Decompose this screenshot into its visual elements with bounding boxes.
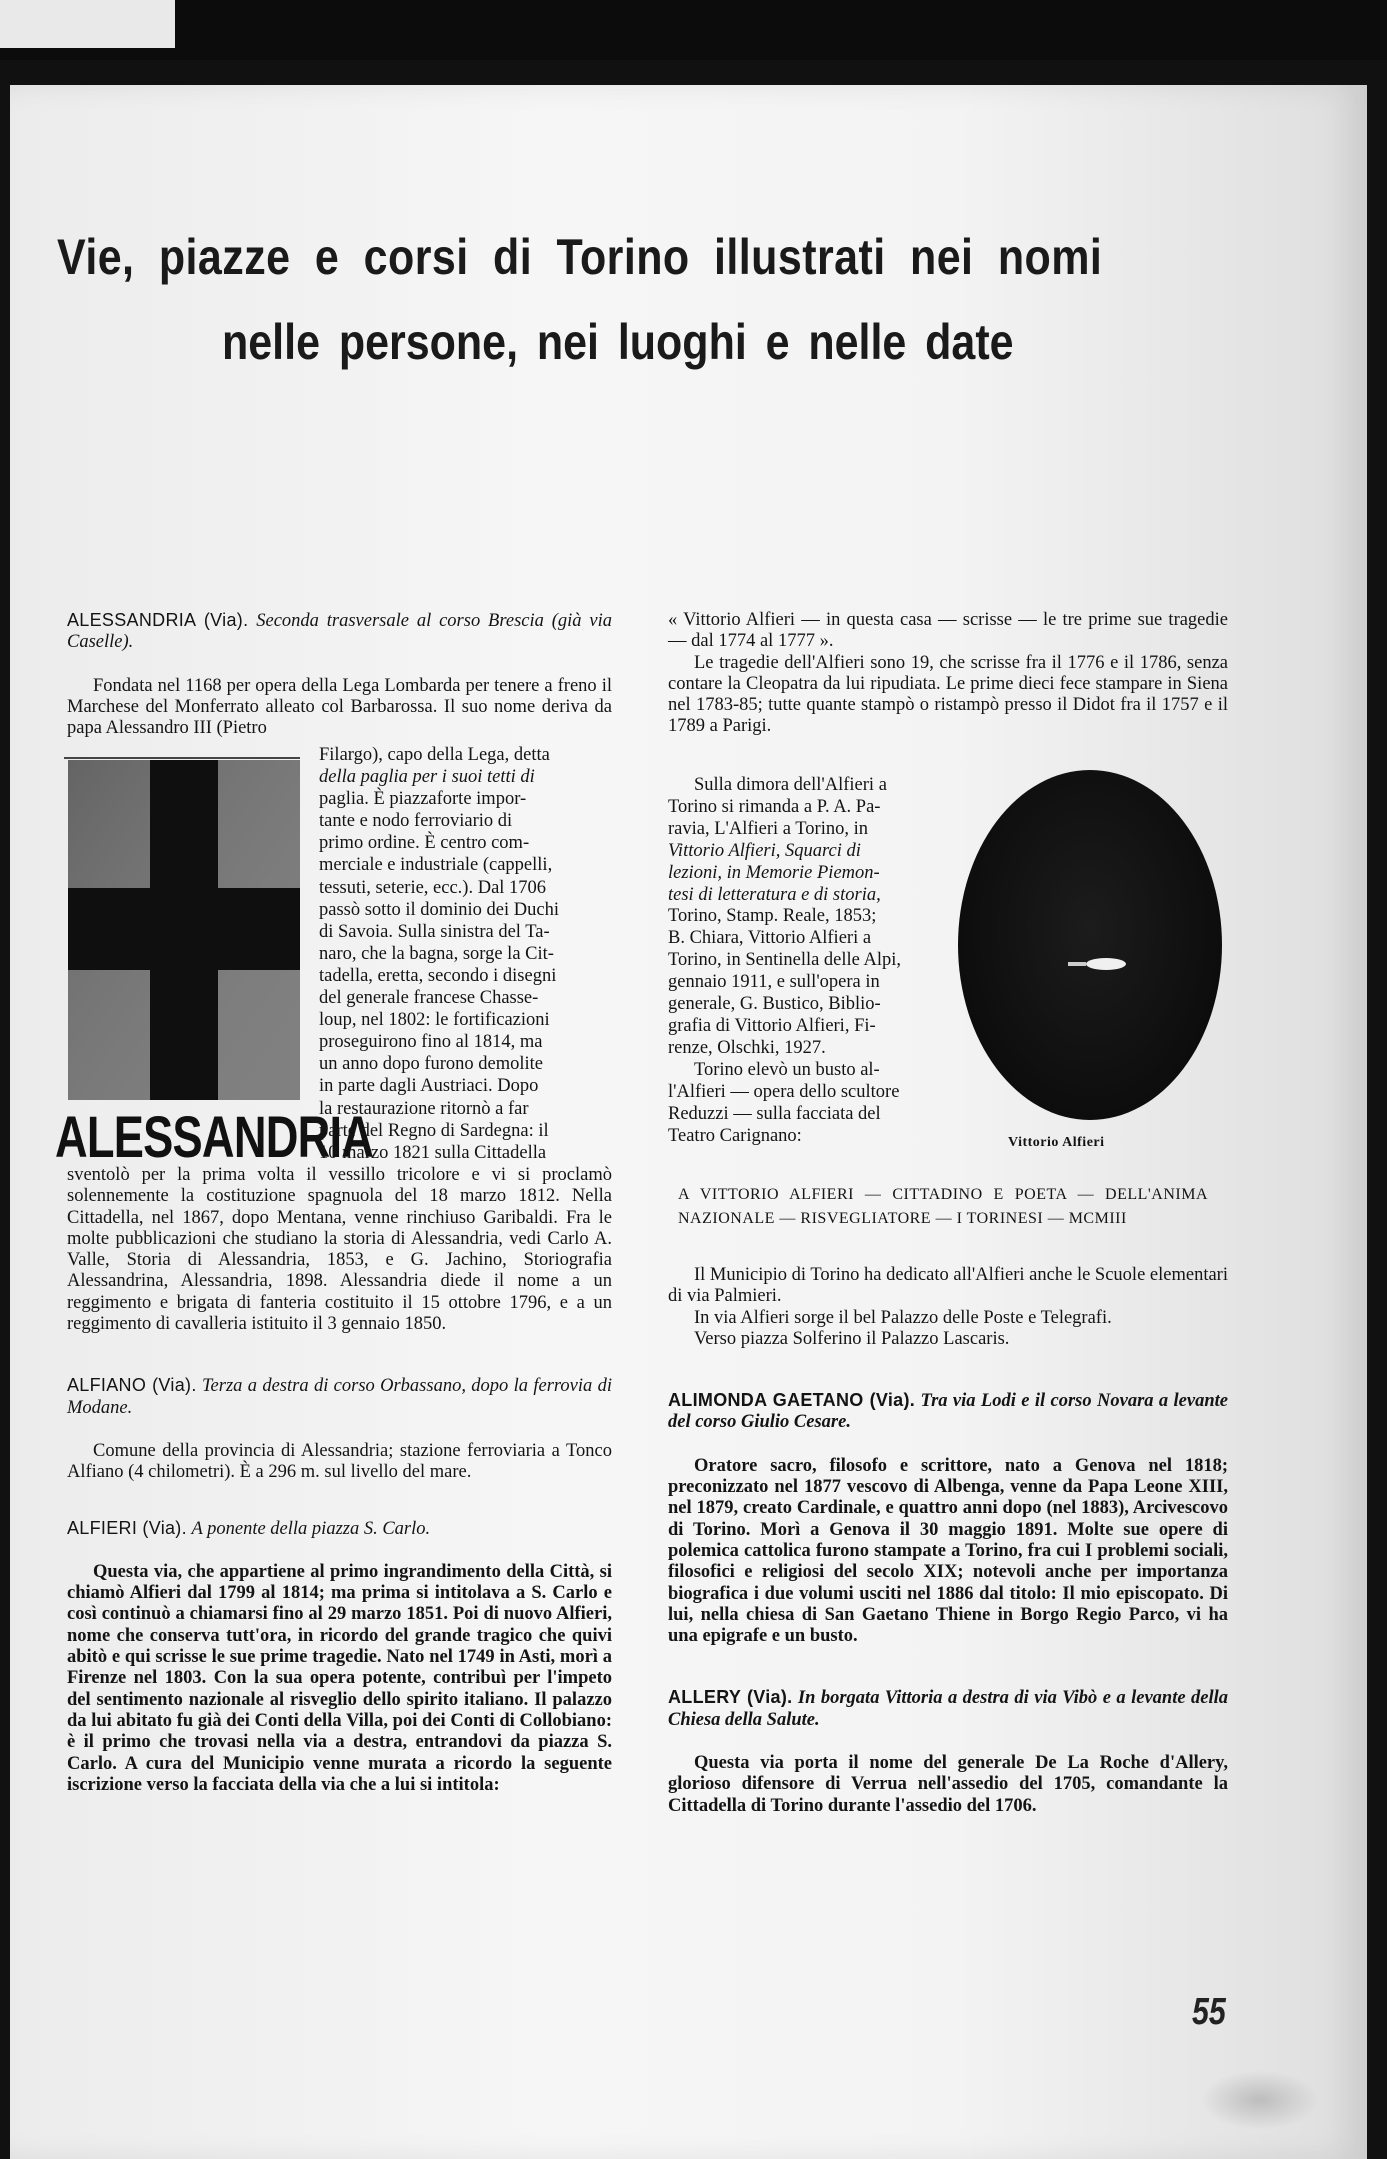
alfieri-solferino: Verso piazza Solferino il Palazzo Lascaris.	[694, 1328, 1010, 1349]
wrap-line: B. Chiara, Vittorio Alfieri a	[668, 928, 872, 949]
scan-edge	[0, 0, 175, 48]
entry-alimonda-location: Tra via Lodi e il corso Novara a levante del corso Giulio Cesare.	[668, 1391, 1228, 1433]
wrap-line: 10 marzo 1821 sulla Cittadella	[319, 1142, 547, 1163]
entry-allery-name: ALLERY (Via).	[668, 1687, 793, 1708]
wrap-line: la restaurazione ritornò a far	[319, 1098, 529, 1119]
page-title-line-2: nelle persone, nei luoghi e nelle date	[222, 314, 1014, 370]
scan-dark-border	[0, 0, 1387, 60]
wrap-line: Torino, Stamp. Reale, 1853;	[668, 906, 877, 927]
portrait-glint	[1068, 962, 1086, 966]
entry-alfieri-body: Questa via, che appartiene al primo ingrandimento della Città, si chiamò Alfieri dal 1799 al 1814; ma prima si intitolava a S. Carlo e così continuò a chiamarsi fino al 29 marzo 1851. Poi di nuovo Alfieri, nome che conserva tutt'ora, in ricordo del grande tragico che quivi abitò e qui scrisse le sue prime tragedie. Nato nel 1749 in Asti, morì a Firenze nel 1803. Con la sua opera potente, contribuì per l'impeto del sentimento nazionale al risveglio dello spirito italiano. Il palazzo da lui abitato fu già dei Conti della Villa, poi dei Conti di Collobiano: è il primo che trovasi nella via a destra, entrandovi da piazza S. Carlo. A cura del Municipio venne murata a ricordo la seguente iscrizione verso la facciata della via che a lui si intitola:	[67, 1561, 612, 1795]
entry-alessandria-body-2: sventolò per la prima volta il vessillo tricolore e vi si proclamò solennemente la costituzione spagnuola del 18 marzo 1812. Nella Cittadella, nel 1867, dopo Mentana, venne rinchiuso Garibaldi. Fra le molte pubblicazioni che studiano la storia di Alessandria, vedi Carlo A. Valle, Storia di Alessandria, 1853, e G. Jachino, Storiografia Alessandrina, Alessandria, 1898. Alessandria diede il nome a un reggimento e brigata di fanteria costituito il 15 ottobre 1796, e a un reggimento di cavalleria istituito il 3 gennaio 1850.	[67, 1165, 612, 1335]
left-column-bottom	[67, 1165, 612, 1796]
entry-alimonda-body: Oratore sacro, filosofo e scrittore, nato a Genova nel 1818; preconizzato nel 1877 vescovo di Albenga, venne da Papa Leone XIII, nel 1879, creato Cardinale, e quattro anni dopo (nel 1883), Arcivescovo di Torino. Morì a Genova il 30 maggio 1891. Molte sue opere di polemica cattolica furono stampate a Torino, fra cui I problemi sociali, filosofici e religiosi del secolo XIX; notevoli anche per importanza biografica i due volumi usciti nel 1886 dal titolo: Il mio episcopato. Di lui, nella chiesa di San Gaetano Thiene in Borgo Regio Parco, vi ha una epigrafe e un busto.	[668, 1455, 1228, 1647]
entry-allery-heading	[668, 1687, 1228, 1731]
wrap-line: generale, G. Bustico, Biblio-	[668, 994, 881, 1015]
wrap-line: Torino elevò un busto al-	[694, 1059, 880, 1080]
right-column-bottom	[668, 1183, 1228, 1817]
wrap-line: loup, nel 1802: le fortificazioni	[319, 1010, 550, 1031]
wrap-line: lezioni, in Memorie Piemon-	[668, 862, 880, 883]
wrap-line: tante e nodo ferroviario di	[319, 811, 513, 832]
wrap-line: tesi di letteratura e di storia,	[668, 884, 881, 905]
entry-alessandria-name: ALESSANDRIA (Via).	[67, 610, 249, 630]
entry-alfieri-name: ALFIERI (Via).	[67, 1517, 187, 1538]
entry-alessandria-heading	[67, 610, 612, 654]
entry-alessandria-body-1: Fondata nel 1168 per opera della Lega Lombarda per tenere a freno il Marchese del Monferrato alleato col Barbarossa. Il suo nome deriva da papa Alessandro III (Pietro	[67, 675, 612, 739]
wrap-line: Filargo), capo della Lega, detta	[319, 745, 550, 765]
entry-alfiano-location: Terza a destra di corso Orbassano, dopo la ferrovia di Modane.	[67, 1376, 613, 1418]
entry-alfiano-name: ALFIANO (Via).	[67, 1375, 197, 1396]
wrap-line: naro, che la bagna, sorge la Cit-	[319, 943, 554, 964]
alessandria-flag-image	[68, 760, 300, 1100]
wrap-line: della paglia per i suoi tetti di	[319, 767, 535, 788]
entry-alimonda-heading	[668, 1390, 1228, 1434]
wrap-line: in parte dagli Austriaci. Dopo	[319, 1076, 539, 1097]
right-column-wrap	[668, 775, 948, 1147]
alfieri-inscription: A VITTORIO ALFIERI — CITTADINO E POETA — DELL'ANIMA NAZIONALE — RISVEGLIATORE — I TORINESI — MCMIII	[678, 1186, 1208, 1227]
wrap-line: tadella, eretta, secondo i disegni	[319, 965, 557, 986]
wrap-line: renze, Olschki, 1927.	[668, 1037, 826, 1058]
wrap-line: Torino, in Sentinella delle Alpi,	[668, 950, 902, 971]
wrap-line: parte del Regno di Sardegna: il	[319, 1120, 549, 1141]
left-column-wrap	[319, 744, 612, 1164]
alessandria-flag-label: ALESSANDRIA	[55, 1105, 374, 1170]
entry-alessandria-location: Seconda trasversale al corso Brescia (già via Caselle).	[67, 611, 612, 653]
entry-alfieri-location: A ponente della piazza S. Carlo.	[191, 1518, 431, 1539]
wrap-line: ravia, L'Alfieri a Torino, in	[668, 818, 868, 839]
scan-smear	[1200, 2070, 1320, 2130]
wrap-line: proseguirono fino al 1814, ma	[319, 1032, 543, 1053]
wrap-line: Torino si rimanda a P. A. Pa-	[668, 796, 881, 817]
alfieri-poste: In via Alfieri sorge il bel Palazzo delle Poste e Telegrafi.	[694, 1307, 1112, 1328]
wrap-line: grafia di Vittorio Alfieri, Fi-	[668, 1015, 876, 1036]
wrap-line: un anno dopo furono demolite	[319, 1054, 544, 1075]
entry-alimonda-name: ALIMONDA GAETANO (Via).	[668, 1390, 916, 1411]
page-number: 55	[1192, 1991, 1226, 2033]
entry-allery-body: Questa via porta il nome del generale De La Roche d'Allery, glorioso difensore di Verrua nell'assedio del 1705, comandante la Cittadella di Torino durante l'assedio del 1706.	[668, 1753, 1228, 1816]
flag-top-rule	[64, 757, 300, 759]
wrap-line: tessuti, seterie, ecc.). Dal 1706	[319, 877, 547, 898]
alfieri-tragedie: Le tragedie dell'Alfieri sono 19, che scrisse fra il 1776 e il 1786, senza contare la Cleopatra da lui ripudiata. Le prime dieci fece stampare in Siena nel 1783-85; tutte quante stampò o ristampò presso il Didot fra il 1757 e il 1789 a Parigi.	[668, 652, 1228, 737]
wrap-line: Sulla dimora dell'Alfieri a	[694, 775, 887, 795]
wrap-line: Teatro Carignano:	[668, 1125, 802, 1146]
left-column-top	[67, 610, 612, 739]
entry-alfiano-heading	[67, 1375, 612, 1419]
wrap-line: di Savoia. Sulla sinistra del Ta-	[319, 921, 550, 942]
wrap-line: primo ordine. È centro com-	[319, 833, 530, 854]
alfieri-municipio: Il Municipio di Torino ha dedicato all'Alfieri anche le Scuole elementari di via Palmieri.	[668, 1265, 1228, 1307]
alfieri-portrait-image	[958, 770, 1222, 1120]
page-title-line-1: Vie, piazze e corsi di Torino illustrati nei nomi	[57, 229, 1103, 285]
entry-allery-location: In borgata Vittoria a destra di via Vibò e a levante della Chiesa della Salute.	[668, 1688, 1229, 1730]
alfieri-quote: « Vittorio Alfieri — in questa casa — scrisse — le tre prime sue tragedie — dal 1774 al 1777 ».	[668, 610, 1228, 652]
wrap-line: l'Alfieri — opera dello scultore	[668, 1081, 900, 1102]
entry-alfieri-heading	[67, 1518, 612, 1540]
portrait-caption: Vittorio Alfieri	[1008, 1135, 1105, 1150]
right-column-top	[668, 610, 1228, 738]
wrap-line: paglia. È piazzaforte impor-	[319, 789, 527, 810]
wrap-line: passò sotto il dominio dei Duchi	[319, 899, 559, 920]
entry-alfiano-body: Comune della provincia di Alessandria; stazione ferroviaria a Tonco Alfiano (4 chilometri). È a 296 m. sul livello del mare.	[67, 1440, 612, 1483]
wrap-line: del generale francese Chasse-	[319, 988, 539, 1009]
portrait-glint	[1086, 958, 1126, 970]
wrap-line: Vittorio Alfieri, Squarci di	[668, 840, 861, 861]
wrap-line: Reduzzi — sulla facciata del	[668, 1103, 881, 1124]
wrap-line: gennaio 1911, e sull'opera in	[668, 972, 880, 993]
wrap-line: merciale e industriale (cappelli,	[319, 855, 553, 876]
